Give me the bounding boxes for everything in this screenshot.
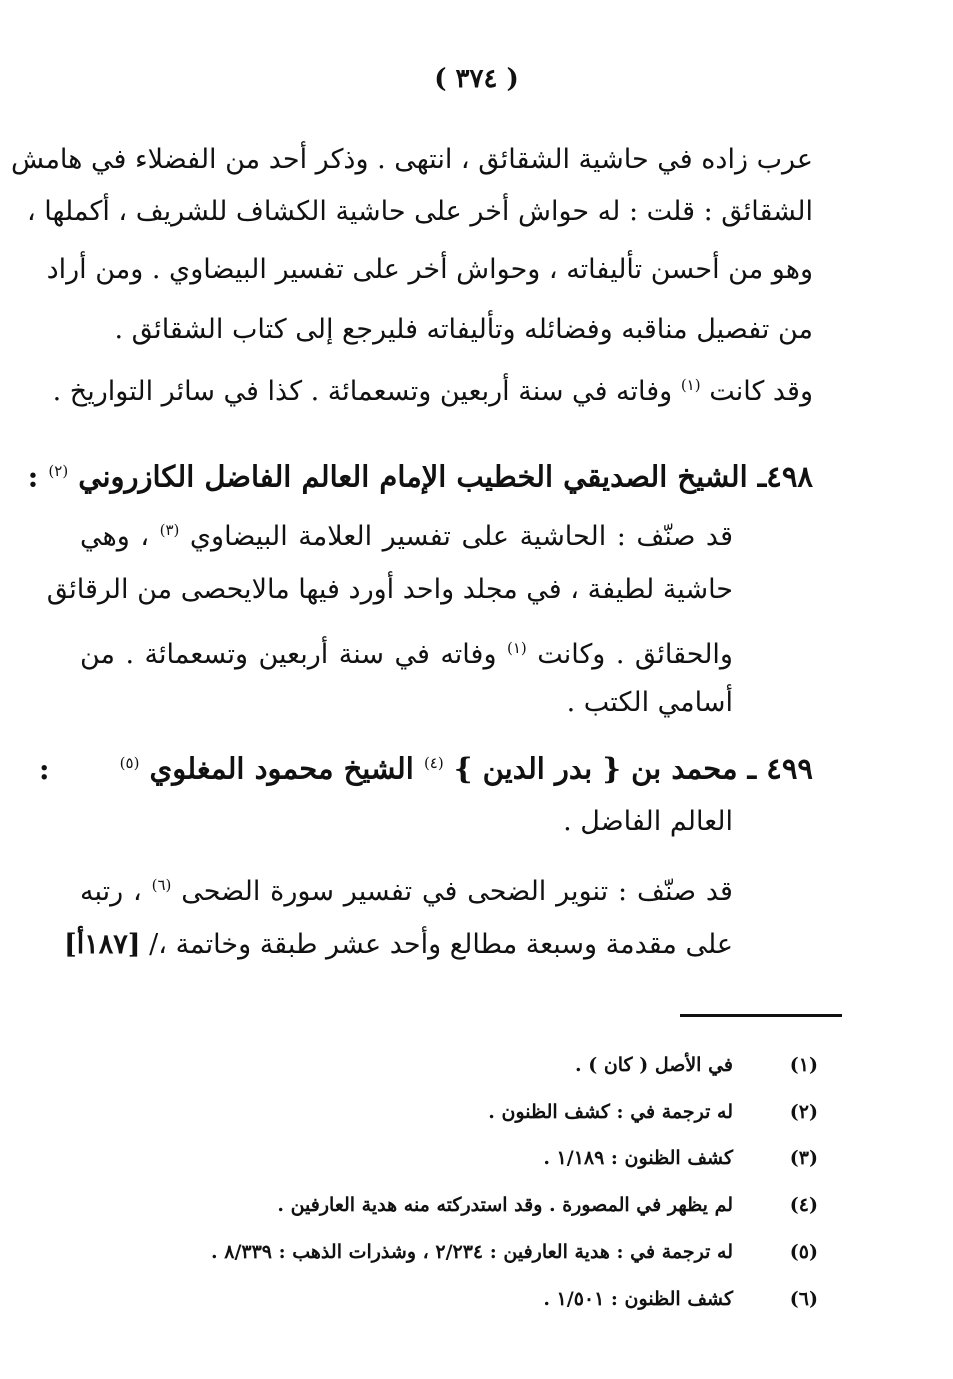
entry-498-colon: : [27, 459, 39, 494]
folio-marker: [١٨٧أ] [64, 929, 141, 960]
footnote-ref-2: (٢) [48, 462, 69, 480]
footnote-6-number: (٦) [789, 1288, 818, 1310]
footnote-4-number: (٤) [789, 1194, 818, 1216]
footnote-4 [140, 1190, 818, 1220]
entry-499-number: ٤٩٩ [766, 751, 813, 786]
footnote-1-number: (١) [789, 1054, 818, 1076]
footnote-5 [140, 1237, 818, 1267]
footnote-2-number: (٢) [789, 1101, 818, 1123]
footnote-ref-5: (٥) [119, 754, 140, 772]
entry-499-line-1: العالم الفاضل . [563, 806, 733, 837]
footnote-3-number: (٣) [789, 1147, 818, 1169]
footnote-3-text: كشف الظنون : ١/١٨٩ . [543, 1147, 733, 1169]
entry-498-line-1-before: قد صنّف : الحاشية على تفسير العلامة البيضاوي [189, 521, 734, 552]
page-number: ( ٣٧٤ ) [434, 64, 519, 94]
footnote-5-number: (٥) [789, 1241, 818, 1263]
entry-499-colon: : [38, 751, 50, 786]
footnote-6-text: كشف الظنون : ١/٥٠١ . [543, 1288, 733, 1310]
footnote-ref-1b: (١) [506, 639, 527, 657]
entry-499-heading [38, 742, 813, 790]
footnote-ref-1: (١) [680, 376, 701, 394]
entry-498-line-3 [80, 628, 733, 675]
footnote-2-text: له ترجمة في : كشف الظنون . [488, 1101, 733, 1123]
footnote-ref-4: (٤) [423, 754, 444, 772]
entry-498-title: ـ الشيخ الصديقي الخطيب الإمام العالم الفاضل الكازروني [78, 459, 767, 494]
entry-498-line-4: أسامي الكتب . [566, 687, 733, 718]
entry-498-number: ٤٩٨ [766, 459, 813, 494]
entry-499-line-3-text: على مقدمة وسبعة مطالع وأحد عشر طبقة وخاتمة ،/ [149, 929, 733, 960]
paragraph1-line-5-after: وفاته في سنة أربعين وتسعمائة . كذا في سائر التواريخ . [52, 376, 673, 407]
entry-498-line-1 [80, 510, 733, 557]
entry-498-line-3-before: والحقائق . وكانت [537, 639, 733, 670]
paragraph1-line-1: عرب زاده في حاشية الشقائق ، انتهى . وذكر أحد من الفضلاء في هامش [11, 144, 813, 175]
footnote-separator [680, 1014, 842, 1017]
entry-499-title-part2: الشيخ محمود المغلوي [149, 751, 414, 786]
entry-498-line-3-after: وفاته في سنة أربعين وتسعمائة . من [80, 639, 497, 670]
footnote-5-text: له ترجمة في : هدية العارفين : ٢/٢٣٤ ، وشذرات الذهب : ٨/٣٣٩ . [211, 1241, 733, 1263]
footnote-6 [140, 1284, 818, 1314]
footnote-3 [140, 1143, 818, 1173]
footnote-1 [140, 1050, 818, 1080]
entry-499-line-2-before: قد صنّف : تنوير الضحى في تفسير سورة الضحى [181, 876, 733, 907]
entry-499-line-3 [64, 925, 733, 965]
paragraph1-line-4: من تفصيل مناقبه وفضائله وتأليفاته فليرجع إلى كتاب الشقائق . [114, 314, 813, 345]
paragraph1-line-5-before: وقد كانت [709, 376, 813, 407]
paragraph1-line-3: وهو من أحسن تأليفاته ، وحواش أخر على تفسير البيضاوي . ومن أراد [46, 254, 813, 285]
footnote-4-text: لم يظهر في المصورة . وقد استدركته منه هدية العارفين . [277, 1194, 733, 1216]
entry-498-heading [27, 450, 813, 498]
paragraph1-line-5 [52, 365, 813, 412]
entry-499-line-2 [80, 865, 733, 912]
footnote-2 [140, 1097, 818, 1127]
footnote-ref-6: (٦) [151, 876, 172, 894]
entry-498-line-2: حاشية لطيفة ، في مجلد واحد أورد فيها مالايحصى من الرقائق [46, 574, 733, 605]
entry-499-title-part1: ـ محمد بن { بدر الدين } [453, 751, 757, 786]
entry-498-line-1-after: ، وهي [80, 521, 150, 552]
footnote-1-text: في الأصل ( كان ) . [574, 1054, 733, 1076]
footnote-ref-3: (٣) [159, 521, 180, 539]
paragraph1-line-2: الشقائق : قلت : له حواش أخر على حاشية الكشاف للشريف ، أكملها ، [26, 196, 813, 227]
entry-499-line-2-after: ، رتبه [80, 876, 142, 907]
